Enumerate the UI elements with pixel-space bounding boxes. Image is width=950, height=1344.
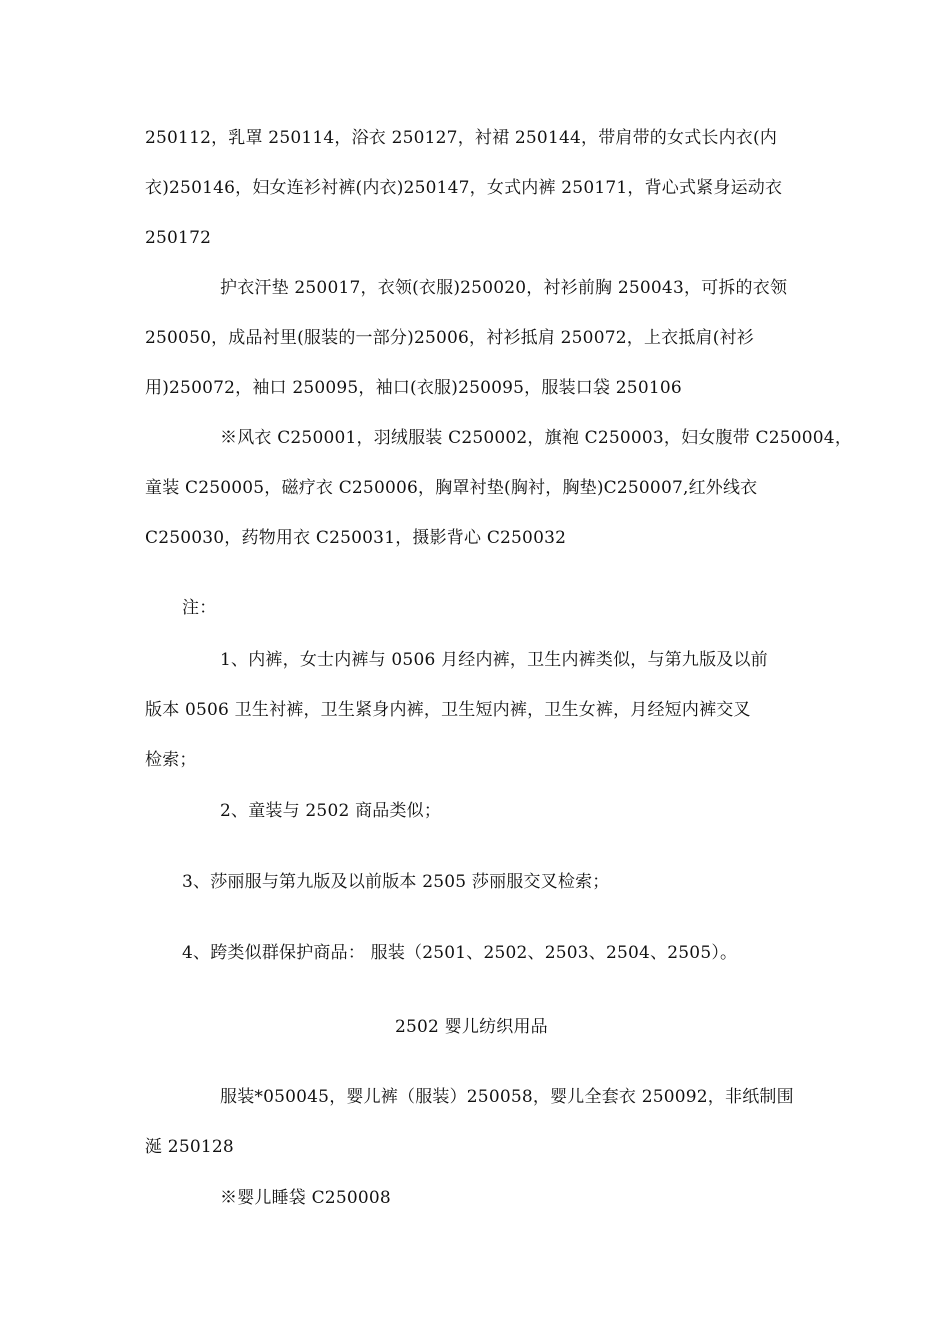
text-line: 1、内裤，女士内裤与 0506 月经内裤，卫生内裤类似，与第九版及以前 (220, 650, 768, 670)
section-heading: 2502 婴儿纺织用品 (395, 1017, 548, 1037)
note-heading: 注： (182, 598, 217, 618)
text-line: 3、莎丽服与第九版及以前版本 2505 莎丽服交叉检索； (182, 872, 610, 892)
text-line: 童装 C250005，磁疗衣 C250006，胸罩衬垫(胸衬，胸垫)C250007,红外线衣 (145, 478, 758, 498)
text-line: ※婴儿睡袋 C250008 (220, 1188, 391, 1208)
text-line: 衣)250146，妇女连衫衬裤(内衣)250147，女式内裤 250171，背心式紧身运动衣 (145, 178, 783, 198)
text-line: 4、跨类似群保护商品： 服装（2501、2502、2503、2504、2505）。 (182, 943, 738, 963)
text-line: 护衣汗垫 250017，衣领(衣服)250020，衬衫前胸 250043，可拆的衣领 (220, 278, 788, 298)
text-line: 250050，成品衬里(服装的一部分)25006，衬衫抵肩 250072，上衣抵肩(衬衫 (145, 328, 754, 348)
text-line: 2、童装与 2502 商品类似； (220, 801, 442, 821)
text-line: C250030，药物用衣 C250031，摄影背心 C250032 (145, 528, 567, 548)
text-line: 版本 0506 卫生衬裤，卫生紧身内裤，卫生短内裤，卫生女裤，月经短内裤交叉 (145, 700, 751, 720)
text-line: ※风衣 C250001，羽绒服装 C250002，旗袍 C250003，妇女腹带 C250004， (220, 428, 853, 448)
text-line: 用)250072，袖口 250095，袖口(衣服)250095，服装口袋 250106 (145, 378, 682, 398)
text-line: 涎 250128 (145, 1137, 234, 1157)
text-line: 检索； (145, 750, 197, 770)
text-line: 250172 (145, 228, 212, 248)
text-line: 服装*050045，婴儿裤（服装）250058，婴儿全套衣 250092，非纸制围 (220, 1087, 794, 1107)
text-line: 250112，乳罩 250114，浴衣 250127，衬裙 250144，带肩带的女式长内衣(内 (145, 128, 778, 148)
